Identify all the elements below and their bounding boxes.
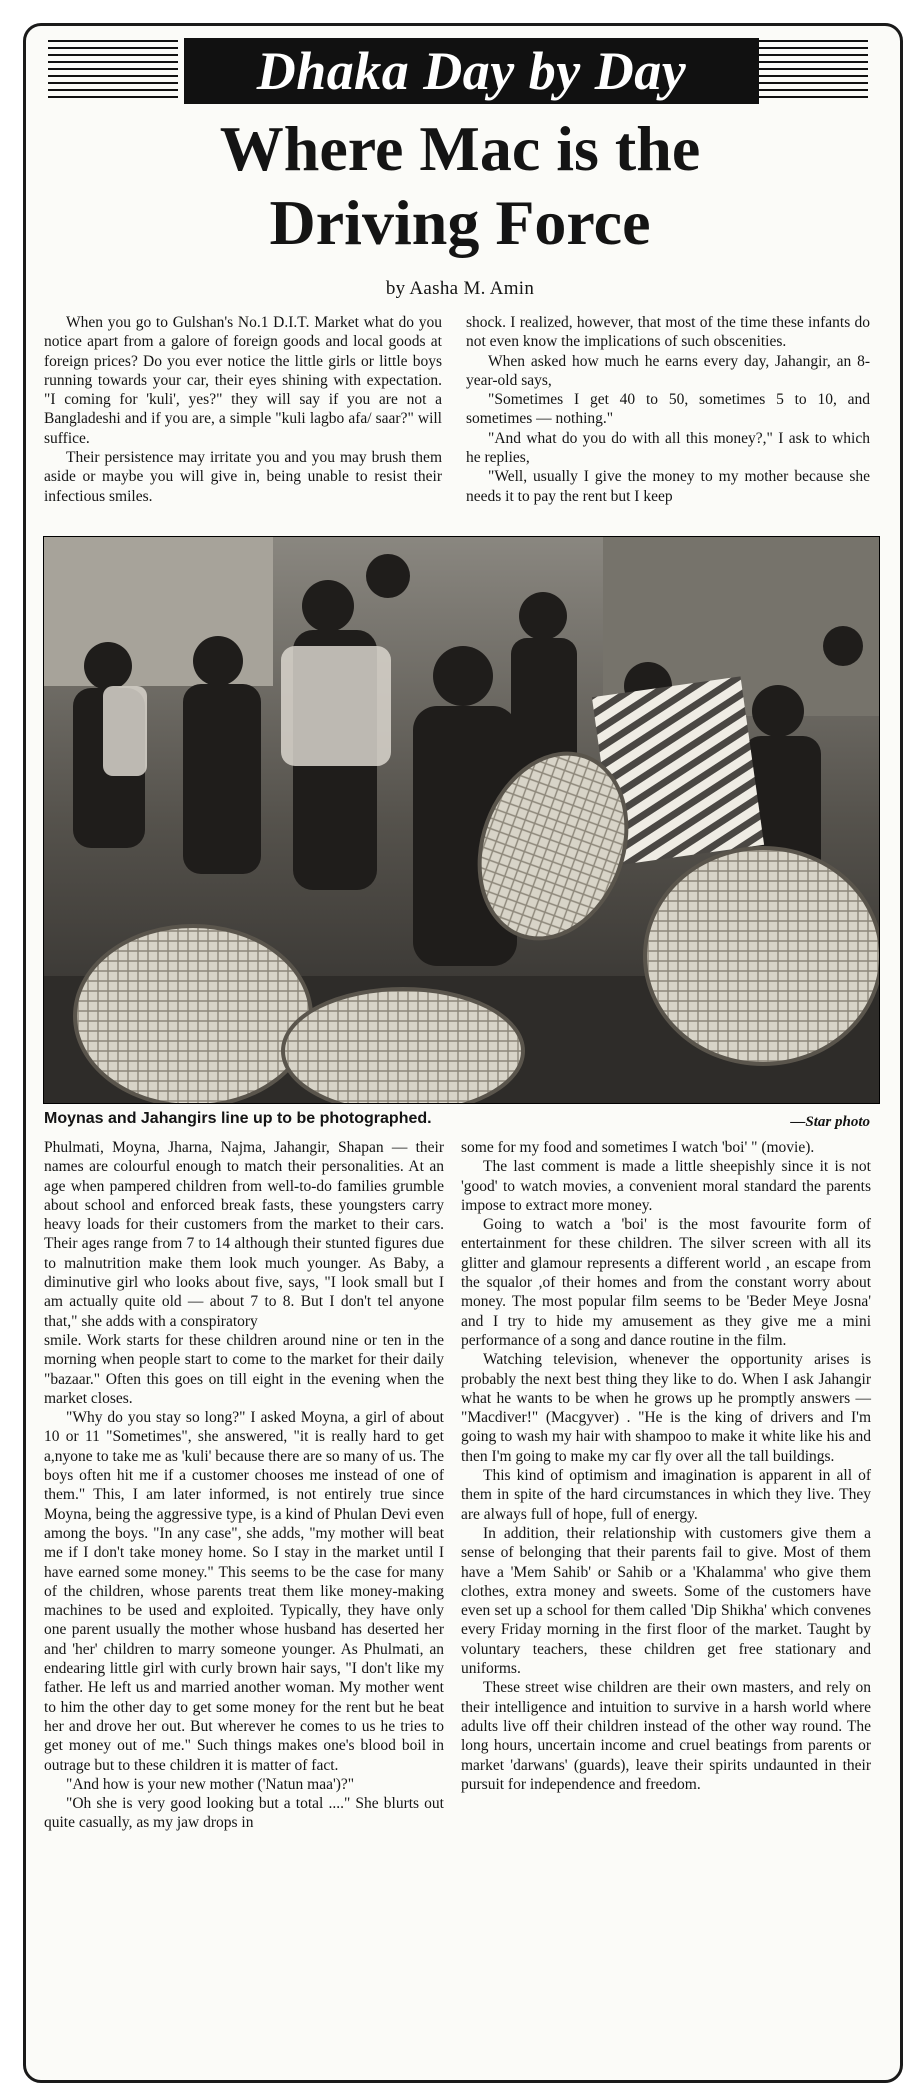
paragraph: The last comment is made a little sheepishly since it is not 'good' to watch movies, a convenient moral standard the parents impose to extract more money. <box>461 1158 871 1214</box>
paragraph: "And what do you do with all this money?," I ask to which he replies, <box>466 429 870 467</box>
article-column-4 <box>461 1138 871 1794</box>
masthead <box>48 30 868 116</box>
article-column-3 <box>44 1138 444 1833</box>
paragraph: Going to watch a 'boi' is the most favourite form of entertainment for these children. The silver screen with all its glitter and glamour represents a different world , an escape from the squalor ,of their homes and from the constant worry about money. The most popular film seems to be 'Beder Meye Josna' and I try to hide my amusement as they give me a mini performance of a song and dance routine in the film. <box>461 1216 871 1349</box>
paragraph: "Why do you stay so long?" I asked Moyna, a girl of about 10 or 11 "Sometimes", she answered, "it is really hard to get a,nyone to take me as 'kuli' because there are so many of us. The boys often hit me if a customer chooses me instead of one of them." This, I am later informed, is not entirely true since Moyna, being the aggressive type, is a kind of Phulan Devi even among the boys. "In any case", she adds, "my mother will beat me if I don't take money home. So I stay in the market until I have earned some money." This seems to be the case for many of the children, whose parents treat them like money-making machines to be used and exploited. Typically, they have only one parent usually the mother whose husband has deserted her and 'her' children to marry someone younger. As Phulmati, an endearing little girl with curly brown hair says, "I don't like my father. He left us and married another woman. My mother went to him the other day to get some money for the rent but he beat her and drove her out. But wherever he comes to us he tries to get money out of me." Such things makes one's blood boil in outrage but to these children it is matter of fact. <box>44 1409 444 1774</box>
paragraph: shock. I realized, however, that most of the time these infants do not even know the implications of such obscenities. <box>466 314 870 351</box>
paragraph: "Oh she is very good looking but a total ...." She blurts out quite casually, as my jaw drops in <box>44 1795 444 1832</box>
paragraph: When you go to Gulshan's No.1 D.I.T. Market what do you notice apart from a galore of foreign goods and local goods at foreign prices? Do you ever notice the little girls or little boys running towards your car, their eyes shining with expectation. "I coming for 'kuli', yes?" they will say if you are not a Bangladeshi and if you are, a simple "kuli lagbo afa/ saar?" will suffice. <box>44 314 442 447</box>
byline: by Aasha M. Amin <box>385 278 535 299</box>
paragraph: "And how is your new mother ('Natun maa')?" <box>66 1775 355 1793</box>
photo-credit: —Star photo <box>790 1114 870 1130</box>
headline-line-2: Driving Force <box>269 187 651 258</box>
news-photo <box>43 536 880 1104</box>
paragraph: "Sometimes I get 40 to 50, sometimes 5 to 10, and sometimes — nothing." <box>466 391 870 428</box>
masthead-hatch-right <box>748 40 868 102</box>
article-column-1 <box>44 313 442 506</box>
paragraph: Their persistence may irritate you and you may brush them aside or maybe you will give in, being unable to resist their infectious smiles. <box>44 449 442 505</box>
photo-caption-row <box>44 1108 870 1132</box>
paragraph: In addition, their relationship with customers give them a sense of belonging that their parents fail to give. Most of them have a 'Mem Sahib' or Sahib or a 'Khalamma' who give them clothes, extra money and sweets. Some of the customers have even set up a school for them called 'Dip Shikha' which convenes every Friday morning in the first floor of the market. Taught by voluntary teachers, these children get free stationary and uniforms. <box>461 1524 871 1678</box>
masthead-hatch-left <box>48 40 178 102</box>
paragraph: These street wise children are their own masters, and rely on their intelligence and intuition to survive in a harsh world where adults live off their children instead of the other way round. The long hours, uncertain income and cruel beatings from parents or market 'darwans' (guards), leave their spirits undaunted in their pursuit for independence and freedom. <box>461 1679 871 1793</box>
paragraph: "Well, usually I give the money to my mother because she needs it to pay the rent but I keep <box>466 468 870 505</box>
photo-caption: Moynas and Jahangirs line up to be photographed. <box>44 1110 432 1127</box>
column-title: Dhaka Day by Day <box>184 38 759 104</box>
headline-line-1: Where Mac is the <box>219 113 701 184</box>
article-column-2 <box>466 313 870 506</box>
paragraph: smile. Work starts for these children around nine or ten in the morning when people start to come to the market for their daily "bazaar." Often this goes on till eight in the evening when the market closes. <box>44 1331 444 1407</box>
paragraph: Watching television, whenever the opportunity arises is probably the next best thing they like to do. When I ask Jahangir what he wants to be when he grows up he promptly answers — "Macdiver!" (Macgyver) . "He is the king of drivers and I'm going to wash my hair with shampoo to make it white like his and then I'm going to make my car fly over all the tall buildings. <box>461 1351 871 1465</box>
paragraph: some for my food and sometimes I watch 'boi' " (movie). <box>461 1139 815 1156</box>
headline <box>60 112 860 260</box>
paragraph: This kind of optimism and imagination is apparent in all of them in spite of the hard circumstances in which they live. They are always full of hope, full of energy. <box>461 1467 871 1523</box>
photo-children-with-baskets <box>43 536 880 1104</box>
paragraph: Phulmati, Moyna, Jharna, Najma, Jahangir, Shapan — their names are colourful enough to match their personalities. At an age when pampered children from well-to-do families grumble about school and enforced break fasts, these youngsters carry heavy loads for their customers from the market to their cars. Their ages range from 7 to 14 although their stunted figures due to malnutrition make them look much younger. As Baby, a diminutive girl who looks about five, says, "I look small but I am actually quite old — about 7 to 8. But I don't tel anyone that," she adds with a conspiratory <box>44 1139 444 1330</box>
paragraph: When asked how much he earns every day, Jahangir, an 8-year-old says, <box>466 352 870 389</box>
